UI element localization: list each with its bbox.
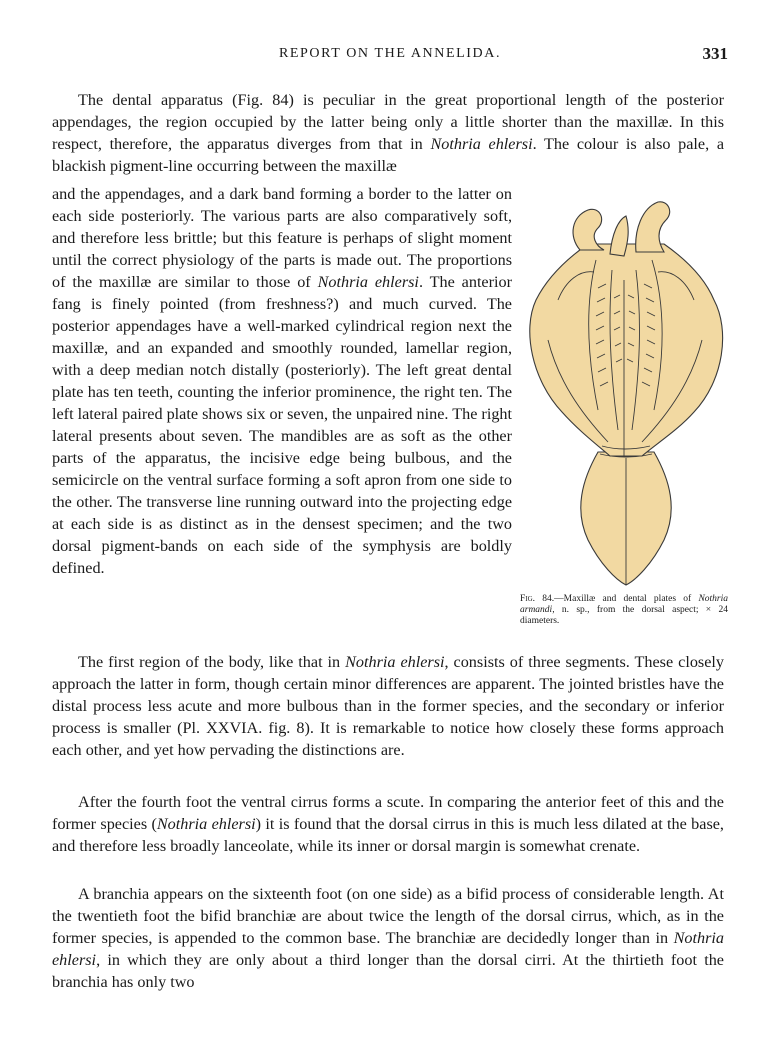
species-name: Nothria ehlersi — [317, 273, 419, 291]
paragraph-1 — [52, 89, 724, 177]
figure-label: Fig. 84. — [520, 594, 555, 604]
paragraph-1-text: The dental apparatus (Fig. 84) is peculiar in the great proportional length of the posterior appendages, the region occupied by the latter being only a little shorter than the maxillæ. In this respect, therefore, the apparatus diverges from that in Nothria ehlersi. The colour is also pale, a blackish pigment-line occurring between the maxillæ — [52, 91, 725, 175]
paragraph-2-text: The first region of the body, like that in Nothria ehlersi, consists of three segments. These closely approach the latter in form, though certain minor differences are apparent. The jointed bristles have the distal process less acute and more bulbous than in the former species, and the secondary or inferior process is smaller (Pl. XXVIA. fig. 8). It is remarkable to notice how closely these forms approach each other, and yet how pervading the distinctions are. — [52, 653, 724, 759]
species-name: Nothria ehlersi — [345, 653, 445, 671]
species-name: Nothria armandi — [520, 594, 729, 615]
figure-caption: Fig. 84.—Maxillæ and dental plates of Nothria armandi, n. sp., from the dorsal aspect; × 24 diameters. — [520, 594, 729, 626]
paragraph-3 — [52, 791, 724, 857]
running-title: REPORT ON THE ANNELIDA. — [278, 46, 502, 61]
maxillae-illustration — [518, 180, 730, 590]
paragraph-1-wrap-text: and the appendages, and a dark band forming a border to the latter on each side posteriorly. The various parts are also comparatively soft, and therefore less brittle; but this feature is perhaps of slight moment until the correct physiology of the parts is made out. The proportions of the maxillæ are similar to those of Nothria ehlersi. The anterior fang is finely pointed (from freshness?) and much curved. The posterior appendages have a well-marked cylindrical region next the maxillæ, and an expanded and smoothly rounded, lamellar region, with a deep median notch distally (posteriorly). The left great dental plate has ten teeth, counting the inferior prominence, the right ten. The left lateral paired plate shows six or seven, the unpaired nine. The right lateral presents about seven. The mandibles are as soft as the other parts of the apparatus, the incisive edge being bulbous, and the semicircle on the ventral surface forming a soft apron from one side to the other. The transverse line running outward into the projecting edge at each side is as distinct as in the densest specimen; and the two dorsal pigment-bands on each side of the symphysis are boldly defined. — [52, 185, 512, 577]
page-header — [52, 44, 728, 66]
page-number: 331 — [702, 44, 728, 63]
paragraph-3-text: After the fourth foot the ventral cirrus forms a scute. In comparing the anterior feet of this and the former species (Nothria ehlersi) it is found that the dorsal cirrus in this is much less dilated at the base, and therefore less broadly lanceolate, while its inner or dorsal margin is somewhat crenate. — [52, 793, 724, 855]
paragraph-4 — [52, 883, 724, 993]
paragraph-2 — [52, 651, 724, 761]
paragraph-1-wrapped — [52, 183, 512, 579]
species-name: Nothria ehlersi — [52, 929, 724, 969]
species-name: Nothria ehlersi — [156, 815, 256, 833]
figure-84 — [518, 180, 730, 627]
species-name: Nothria ehlersi — [430, 135, 533, 153]
paragraph-4-text: A branchia appears on the sixteenth foot (on one side) as a bifid process of considerable length. At the twentieth foot the bifid branchiæ are about twice the length of the dorsal cirrus, which, as in the former species, is appended to the common base. The branchiæ are decidedly longer than in Nothria ehlersi, in which they are only about a third longer than the dorsal cirri. At the thirtieth foot the branchia has only two — [52, 885, 724, 991]
